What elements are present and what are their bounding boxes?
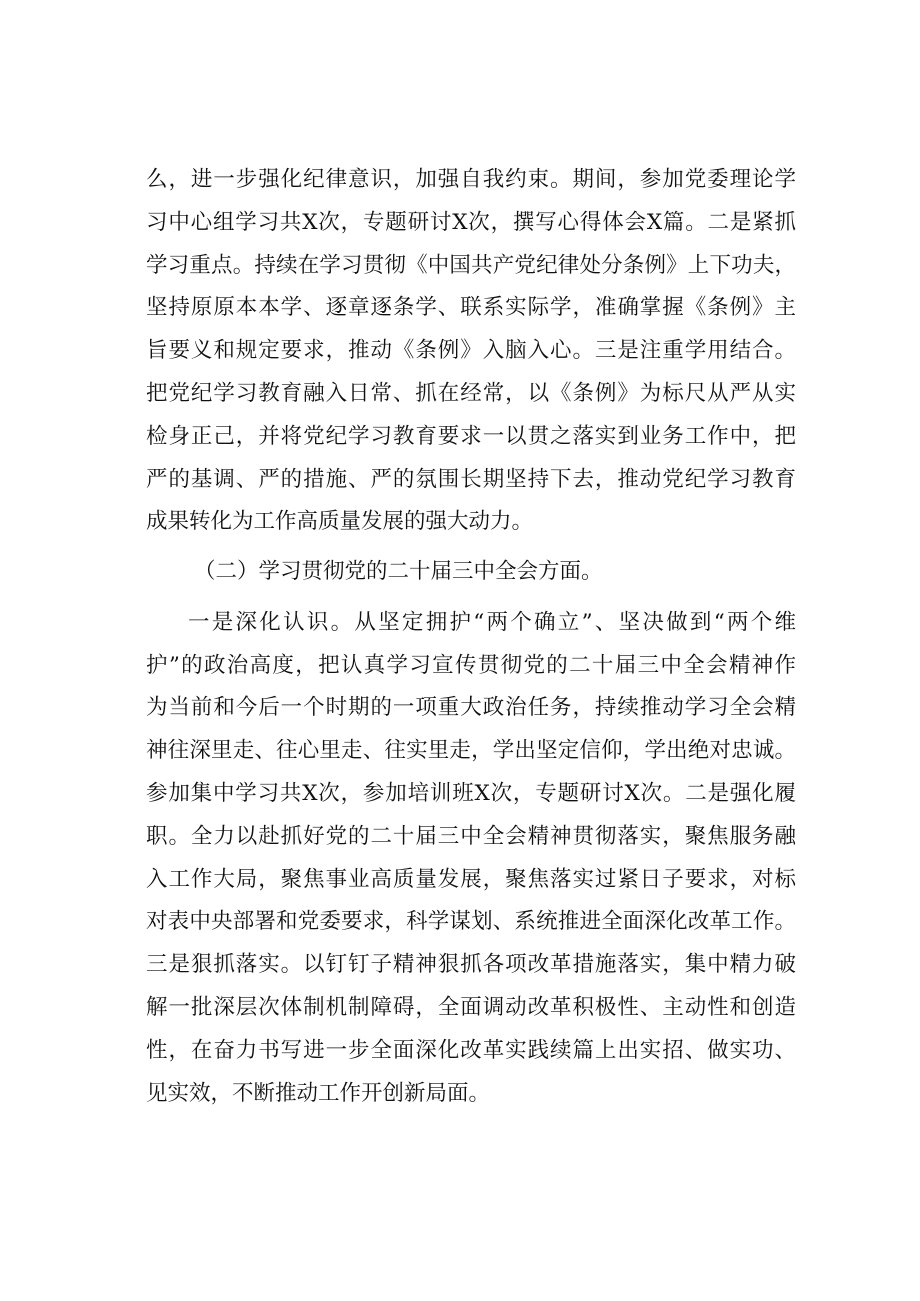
- paragraph-line: 见实效，不断推动工作开创新局面。: [146, 1081, 491, 1106]
- paragraph-line: 神往深里走、往心里走、往实里走，学出坚定信仰，学出绝对忠诚。: [146, 738, 796, 763]
- paragraph-line: 一是深化认识。从坚定拥护“两个确立”、坚决做到“两个维: [188, 610, 796, 635]
- paragraph-line: 旨要义和规定要求，推动《条例》入脑入心。三是注重学用结合。: [146, 338, 796, 363]
- paragraph-line: 入工作大局，聚焦事业高质量发展，聚焦落实过紧日子要求，对标: [146, 867, 796, 892]
- paragraph-line: 坚持原原本本学、逐章逐条学、联系实际学，准确掌握《条例》主: [146, 295, 796, 320]
- paragraph-line: 对表中央部署和党委要求，科学谋划、系统推进全面深化改革工作。: [146, 909, 796, 934]
- paragraph-line: 严的基调、严的措施、严的氛围长期坚持下去，推动党纪学习教育: [146, 467, 796, 492]
- paragraph-line: 成果转化为工作高质量发展的强大动力。: [146, 509, 534, 534]
- paragraph-line: 三是狠抓落实。以钉钉子精神狠抓各项改革措施落实，集中精力破: [146, 952, 796, 977]
- paragraph-line: 性，在奋力书写进一步全面深化改革实践续篇上出实招、做实功、: [146, 1038, 796, 1063]
- paragraph-line: 为当前和今后一个时期的一项重大政治任务，持续推动学习全会精: [146, 695, 796, 720]
- paragraph-line: 解一批深层次体制机制障碍，全面调动改革积极性、主动性和创造: [146, 995, 796, 1020]
- paragraph-line: 把党纪学习教育融入日常、抓在经常，以《条例》为标尺从严从实: [146, 381, 796, 406]
- paragraph-line: 学习重点。持续在学习贯彻《中国共产党纪律处分条例》上下功夫，: [146, 253, 796, 278]
- section-heading: （二）学习贯彻党的二十届三中全会方面。: [194, 559, 603, 584]
- paragraph-line: 么，进一步强化纪律意识，加强自我约束。期间，参加党委理论学: [146, 167, 796, 192]
- paragraph-line: 检身正己，并将党纪学习教育要求一以贯之落实到业务工作中，把: [146, 424, 796, 449]
- paragraph-line: 护”的政治高度，把认真学习宣传贯彻党的二十届三中全会精神作: [146, 653, 796, 678]
- paragraph-line: 参加集中学习共X次，参加培训班X次，专题研讨X次。二是强化履: [146, 781, 796, 806]
- paragraph-line: 习中心组学习共X次，专题研讨X次，撰写心得体会X篇。二是紧抓: [146, 210, 796, 235]
- paragraph-line: 职。全力以赴抓好党的二十届三中全会精神贯彻落实，聚焦服务融: [146, 824, 796, 849]
